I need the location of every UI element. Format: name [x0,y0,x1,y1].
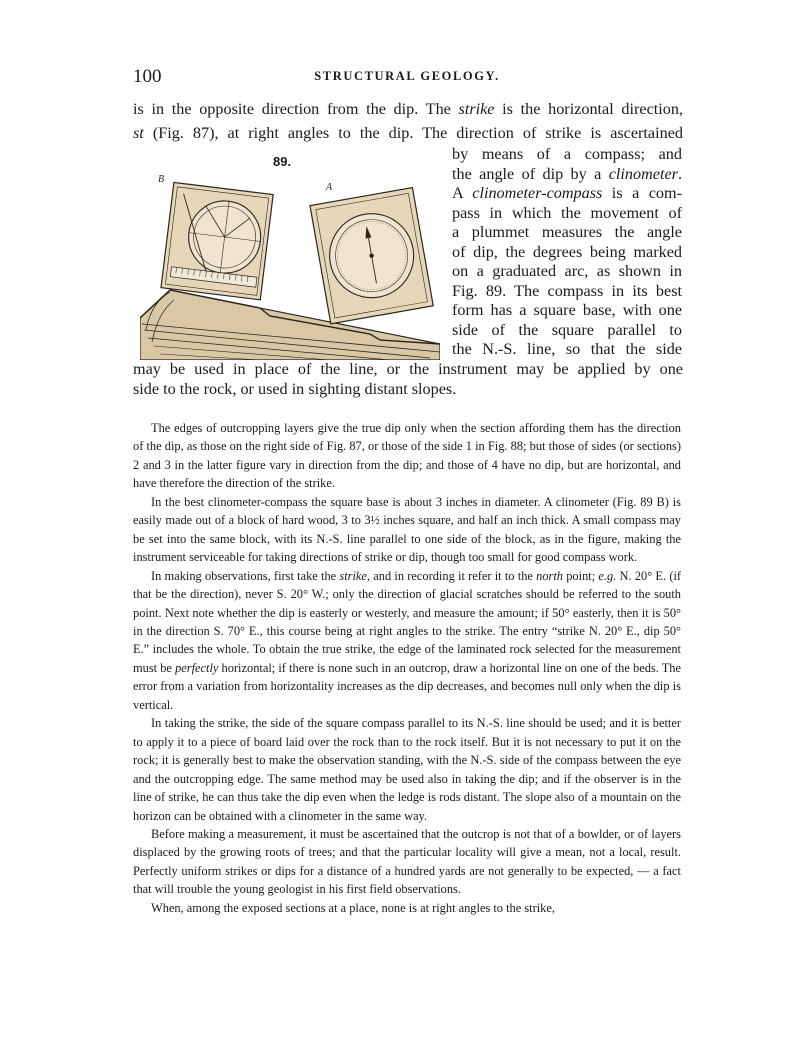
running-head: STRUCTURAL GEOLOGY. [314,69,500,83]
text-line: Fig. 89. The compass in its best [452,281,682,300]
paragraph: In taking the strike, the side of the square compass parallel to its N.-S. line should be used; and it is better to apply it to a piece of board laid over the rock than to the rock itself. But it is not necessary to put it on the rock; it is generally best to make the observation standing, with the N.-S. side of the compass between the eye and the outcropping edge. The same method may be used also in taking the dip; and if the observer is in the line of strike, he can thus take the dip even when the ledge is rods distant. The slope also of a mountain on the horizon can be obtained with a clinometer in the same way. [133,716,681,823]
figure-number: 89. [273,154,292,169]
figure-clinometer-compass [140,168,440,360]
paragraph: In making observations, first take the strike, and in recording it refer it to the north point; e.g. N. 20° E. (if that be the direction), never S. 20° W.; only the direction of glacial scratches should be referred to the south point. Next note whether the dip is easterly or westerly, and measure the amount; if 50° easterly, then it is 50° in the direction S. 70° E., this course being at right angles to the strike. The entry “strike N. 20° E., dip 50° E.” includes the whole. To obtain the true strike, the edge of the laminated rock selected for the measurement must be perfectly horizontal; if there is none such in an outcrop, draw a horizontal line on one of the beds. The error from a variation from horizontality increases as the dip decreases, and becomes null only when the dip is vertical. [133,568,682,712]
text-line: may be used in place of the line, or the instrument may be applied by one [133,360,683,378]
text-line: is in the opposite direction from the dip. The strike is the horizontal direction, [133,100,684,118]
figure-label-a: A [326,182,333,193]
text-line: side of the square parallel to [452,320,682,339]
text-line: by means of a compass; and [452,145,682,163]
text-line: st (Fig. 87), at right angles to the dip. The direction of strike is ascertained [133,124,683,142]
text-line: the angle of dip by a clinometer. [452,164,682,183]
paragraph: In the best clinometer-compass the square base is about 3 inches in diameter. A clinometer (Fig. 89 B) is easily made out of a block of hard wood, 3 to 3½ inches square, and half an inch thick. A small compass may be set into the same block, with its N.-S. line parallel to one side of the block, as in the figure, making the instrument serviceable for taking directions of strike or dip, though too small for good compass work. [133,494,681,565]
page-header [133,66,681,94]
paragraph: When, among the exposed sections at a place, none is at right angles to the strike, [151,900,555,915]
page-number: 100 [133,66,162,87]
small-type-section [133,419,681,917]
figure-label-b: B [158,174,165,185]
paragraph: Before making a measurement, it must be ascertained that the outcrop is not that of a bowlder, or of layers displaced by the growing roots of trees; and that the particular locality will give a mean, not a local, result. Perfectly uniform strikes or dips for a distance of a hundred yards are not generally to be expected, — a fact that will trouble the young geologist in his first field observations. [133,826,681,897]
text-line: of dip, the degrees being marked [452,242,682,261]
text-line: form has a square base, with one [452,301,682,319]
paragraph: The edges of outcropping layers give the true dip only when the section affording them has the direction of the dip, as those on the right side of Fig. 87, or those of the side 1 in Fig. 88; but those of sides (or sections) 2 and 3 in the latter figure vary in direction from the dip; and those of 4 have no dip, but are horizontal, and have therefore the direction of the strike. [133,421,681,491]
text-line: pass in which the movement of [452,203,682,222]
text-line: side to the rock, or used in sighting distant slopes. [133,379,457,398]
clinometer-b [161,182,273,299]
text-line: on a graduated arc, as shown in [452,262,682,280]
compass-a [310,188,433,324]
text-line: a plummet measures the angle [452,223,682,241]
text-line: the N.-S. line, so that the side [452,340,682,358]
text-line: A clinometer-compass is a com- [452,184,682,202]
